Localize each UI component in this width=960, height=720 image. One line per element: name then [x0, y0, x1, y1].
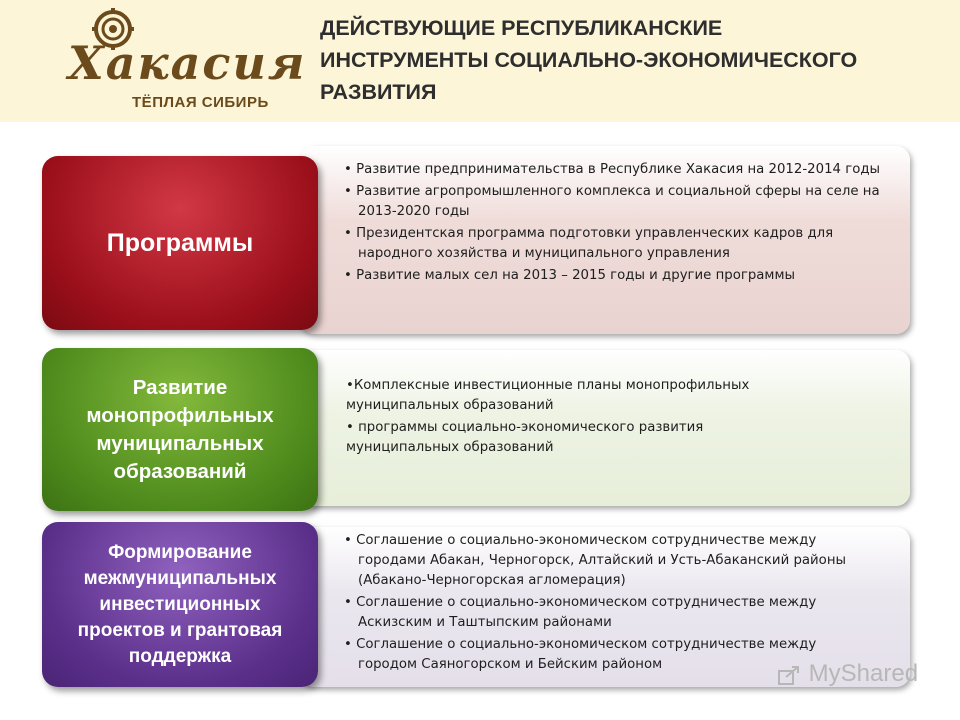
monotowns-list	[346, 376, 906, 460]
programs-label	[42, 156, 318, 330]
list-item: • Соглашение о социально-экономическом сотрудничестве между городом Саяногорском и Бейским районом	[344, 637, 817, 672]
programs-list	[344, 160, 904, 288]
logo-wordmark: Хакасия	[68, 36, 307, 90]
monotowns-panel	[300, 350, 910, 506]
list-item: • Президентская программа подготовки управленческих кадров для народного хозяйства и муниципального управления	[344, 226, 834, 261]
monotowns-label-text: Развитие монопрофильных муниципальных образований	[86, 375, 274, 483]
list-item: • программы социально-экономического развития муниципальных образований	[346, 420, 704, 455]
title-line: ИНСТРУМЕНТЫ СОЦИАЛЬНО-ЭКОНОМИЧЕСКОГО	[320, 48, 858, 72]
list-item: • Развитие малых сел на 2013 – 2015 годы и другие программы	[344, 268, 795, 283]
logo-tagline: ТЁПЛАЯ СИБИРЬ	[132, 94, 269, 111]
page-title	[320, 12, 940, 108]
watermark	[778, 660, 918, 688]
list-item: •Комплексные инвестиционные планы монопрофильных муниципальных образований	[346, 378, 750, 413]
share-icon	[778, 664, 802, 686]
intermunicipal-label-text: Формирование межмуниципальных инвестиционных проектов и грантовая поддержка	[77, 541, 283, 667]
programs-label-text: Программы	[106, 228, 254, 257]
khakassia-logo	[60, 8, 307, 116]
list-item: • Развитие агропромышленного комплекса и социальной сферы на селе на 2013-2020 годы	[344, 184, 880, 219]
watermark-text: MyShared	[808, 660, 919, 687]
title-line: РАЗВИТИЯ	[320, 80, 437, 104]
list-item: • Соглашение о социально-экономическом сотрудничестве между Аскизским и Таштыпским районами	[344, 595, 817, 630]
programs-panel	[300, 146, 910, 334]
intermunicipal-label	[42, 522, 318, 687]
list-item: • Развитие предпринимательства в Республике Хакасия на 2012-2014 годы	[344, 162, 881, 177]
monotowns-label	[42, 348, 318, 511]
intermunicipal-list	[344, 531, 904, 677]
title-line: ДЕЙСТВУЮЩИЕ РЕСПУБЛИКАНСКИЕ	[320, 16, 723, 40]
list-item: • Соглашение о социально-экономическом сотрудничестве между городами Абакан, Черногорск, Алтайский и Усть-Абаканский районы (Абакано-Черногорская агломерация)	[344, 533, 847, 588]
